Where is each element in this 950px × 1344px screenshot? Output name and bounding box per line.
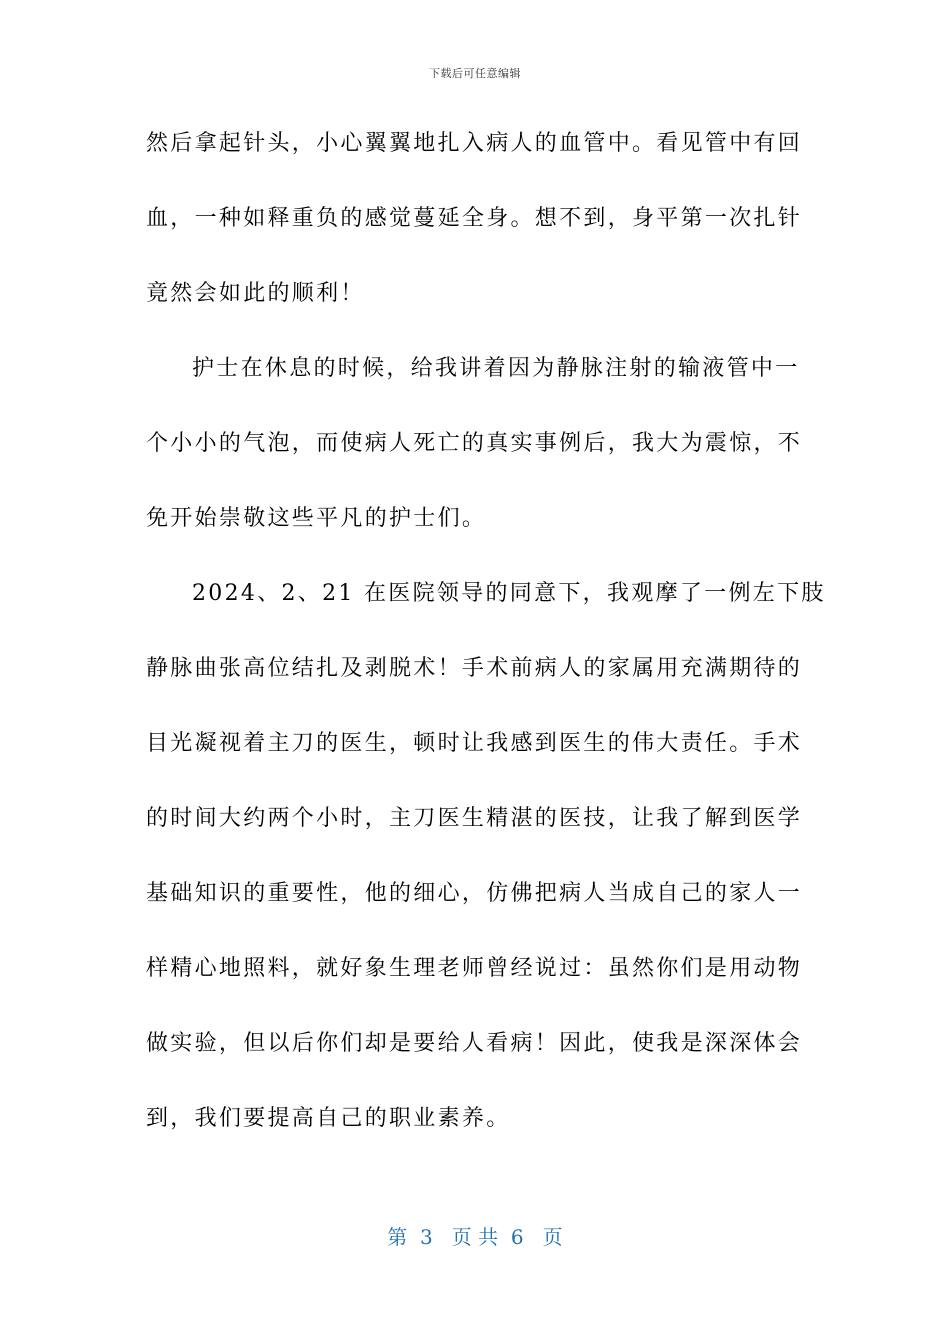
paragraph-line: 目光凝视着主刀的医生，顿时让我感到医生的伟大责任。手术 xyxy=(146,731,803,756)
document-body xyxy=(146,118,826,1168)
paragraph-line: 到，我们要提高自己的职业素养。 xyxy=(146,1106,511,1131)
paragraph-line: 基础知识的重要性，他的细心，仿佛把病人当成自己的家人一 xyxy=(146,881,803,906)
paragraph-line: 静脉曲张高位结扎及剥脱术！手术前病人的家属用充满期待的 xyxy=(146,656,803,681)
paragraph-line: 个小小的气泡，而使病人死亡的真实事例后，我大为震惊，不 xyxy=(146,431,803,456)
paragraph-line: 2024、2、21 在医院领导的同意下，我观摩了一例左下肢 xyxy=(192,581,826,606)
paragraph-line: 血，一种如释重负的感觉蔓延全身。想不到，身平第一次扎针 xyxy=(146,206,803,231)
paragraph-line: 护士在休息的时候，给我讲着因为静脉注射的输液管中一 xyxy=(192,356,800,381)
page-number: 第 3 页 共 6 页 xyxy=(387,1225,563,1249)
paragraph-line: 的时间大约两个小时，主刀医生精湛的医技，让我了解到医学 xyxy=(146,806,803,831)
page-header: 下载后可任意编辑 xyxy=(429,67,521,80)
paragraph-line: 竟然会如此的顺利！ xyxy=(146,281,365,306)
paragraph-line: 然后拿起针头，小心翼翼地扎入病人的血管中。看见管中有回 xyxy=(146,131,803,156)
paragraph-line: 样精心地照料，就好象生理老师曾经说过：虽然你们是用动物 xyxy=(146,956,803,981)
paragraph-line: 做实验，但以后你们却是要给人看病！因此，使我是深深体会 xyxy=(146,1031,803,1056)
paragraph-line: 免开始崇敬这些平凡的护士们。 xyxy=(146,506,487,531)
